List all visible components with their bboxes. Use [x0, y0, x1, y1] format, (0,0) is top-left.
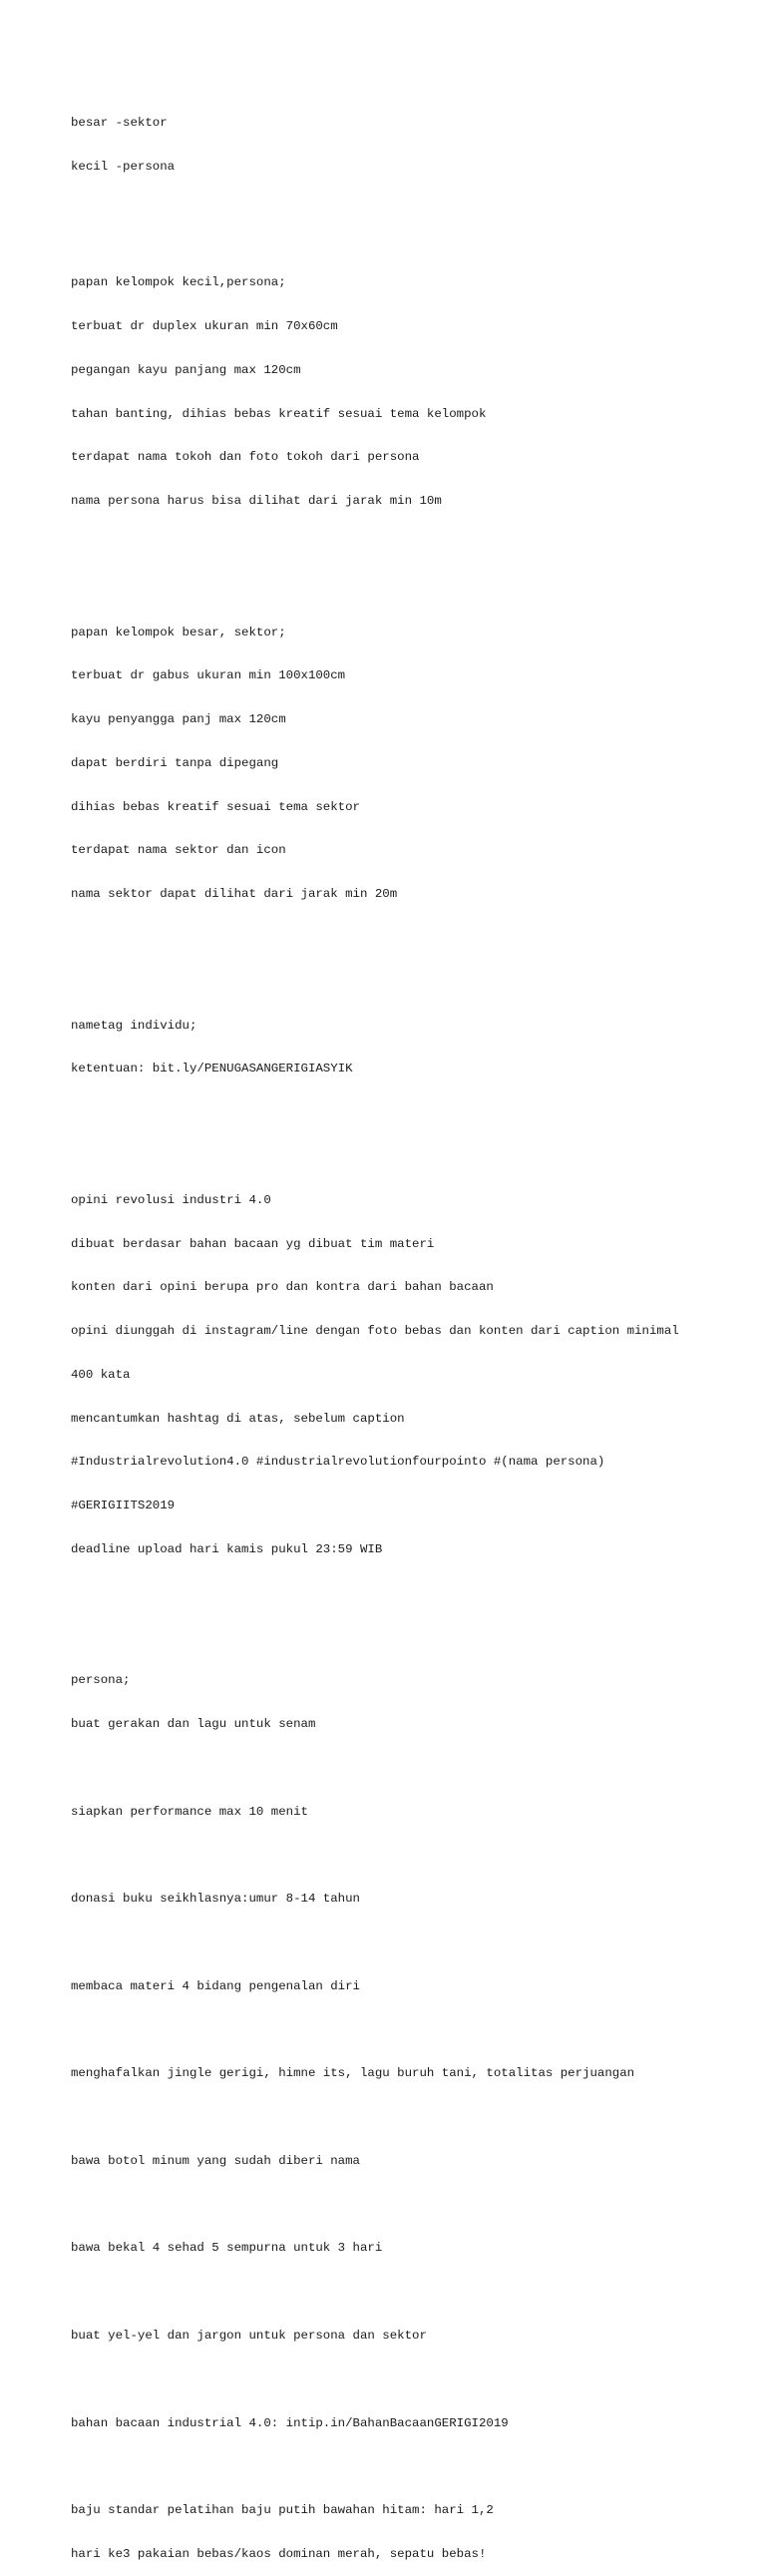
text-line: mencantumkan hashtag di atas, sebelum caption	[71, 1411, 405, 1426]
text-line: terdapat nama sektor dan icon	[71, 843, 286, 858]
text-line: dapat berdiri tanpa dipegang	[71, 755, 279, 770]
section-heading: persona;	[71, 1673, 131, 1688]
section-heading: opini revolusi industri 4.0	[71, 1192, 271, 1207]
text-line: tahan banting, dihias bebas kreatif sesuai tema kelompok	[71, 406, 487, 421]
text-line: dibuat berdasar bahan bacaan yg dibuat tim materi	[71, 1236, 435, 1251]
text-line: ketentuan: bit.ly/PENUGASANGERIGIASYIK	[71, 1062, 353, 1076]
section-heading: papan kelompok kecil,persona;	[71, 275, 286, 290]
text-line: kecil -persona	[71, 159, 176, 174]
text-line: konten dari opini berupa pro dan kontra dari bahan bacaan	[71, 1280, 494, 1295]
list-item: hari ke3 pakaian bebas/kaos dominan merah, sepatu bebas!	[71, 2546, 487, 2561]
hashtag-line: #Industrialrevolution4.0 #industrialrevolutionfourpointo #(nama persona)	[71, 1455, 605, 1470]
section-heading: nametag individu;	[71, 1018, 197, 1033]
text-line: pegangan kayu panjang max 120cm	[71, 362, 301, 377]
list-item: buat yel-yel dan jargon untuk persona dan sektor	[71, 2329, 427, 2344]
text-line: 400 kata	[71, 1367, 131, 1382]
text-line: terdapat nama tokoh dan foto tokoh dari persona	[71, 450, 420, 465]
list-item: membaca materi 4 bidang pengenalan diri	[71, 1978, 360, 1993]
deadline-line: deadline upload hari kamis pukul 23:59 WIB	[71, 1541, 383, 1556]
text-line: kayu penyangga panj max 120cm	[71, 712, 286, 727]
section-heading: papan kelompok besar, sektor;	[71, 625, 286, 640]
document-body	[71, 72, 729, 2576]
text-line: dihias bebas kreatif sesuai tema sektor	[71, 799, 360, 814]
text-line: besar -sektor	[71, 115, 168, 130]
list-item: donasi buku seikhlasnya:umur 8-14 tahun	[71, 1892, 360, 1907]
text-line: opini diunggah di instagram/line dengan foto bebas dan konten dari caption minimal	[71, 1324, 679, 1339]
list-item: bawa bekal 4 sehad 5 sempurna untuk 3 hari	[71, 2241, 383, 2256]
text-line: terbuat dr duplex ukuran min 70x60cm	[71, 319, 338, 334]
list-item: siapkan performance max 10 menit	[71, 1804, 308, 1819]
list-item: bahan bacaan industrial 4.0: intip.in/BahanBacaanGERIGI2019	[71, 2415, 509, 2430]
hashtag-line: #GERIGIITS2019	[71, 1499, 176, 1513]
text-line: nama persona harus bisa dilihat dari jarak min 10m	[71, 494, 442, 509]
text-line: nama sektor dapat dilihat dari jarak min 20m	[71, 887, 398, 902]
list-item: bawa botol minum yang sudah diberi nama	[71, 2153, 360, 2168]
list-item: buat gerakan dan lagu untuk senam	[71, 1717, 316, 1732]
list-item: menghafalkan jingle gerigi, himne its, lagu buruh tani, totalitas perjuangan	[71, 2066, 635, 2081]
text-line: terbuat dr gabus ukuran min 100x100cm	[71, 668, 346, 683]
list-item: baju standar pelatihan baju putih bawahan hitam: hari 1,2	[71, 2503, 494, 2518]
